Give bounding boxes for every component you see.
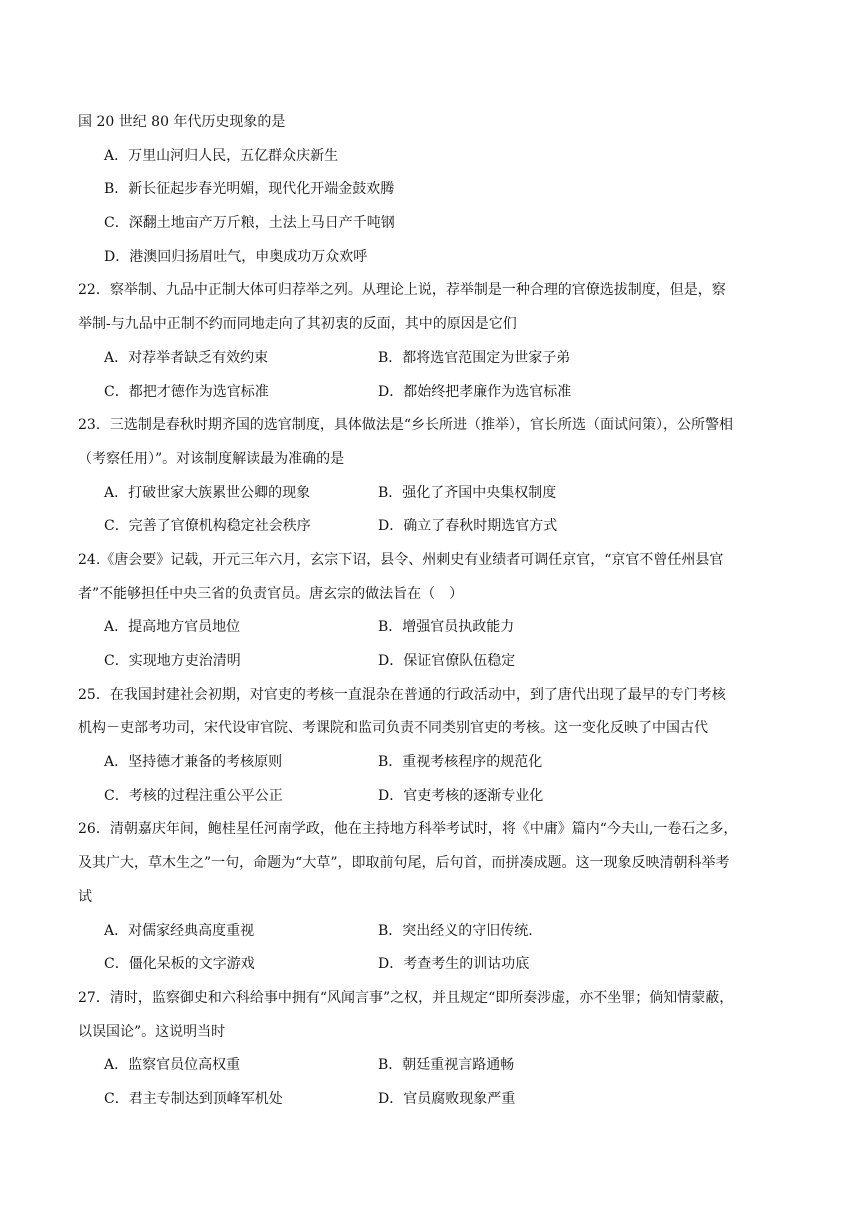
question-24 (78, 544, 790, 679)
question-stem: 26．清朝嘉庆年间，鲍桂星任河南学政，他在主持地方科举考试时，将《中庸》篇内“今夫山,一卷石之多， (78, 821, 738, 838)
option-c: C．都把才德作为选官标准 (104, 383, 269, 400)
question-stem: 23．三选制是春秋时期齐国的选官制度，具体做法是“乡长所进（推举），官长所选（面试问策），公所警相 (78, 417, 733, 434)
option-a: A．打破世家大族累世公卿的现象 (104, 484, 311, 501)
option-d: D．保证官僚队伍稳定 (378, 653, 516, 669)
option-c: C．实现地方吏治清明 (104, 653, 241, 669)
option-a: A．坚持德才兼备的考核原则 (104, 754, 283, 771)
question-21-tail (78, 106, 790, 274)
option-row (78, 342, 790, 376)
option-d: D．考查考生的训诂功底 (378, 956, 530, 973)
option-row (78, 915, 790, 949)
option-a: A．万里山河归人民，五亿群众庆新生 (104, 147, 339, 164)
option-d: D．都始终把孝廉作为选官标准 (378, 383, 572, 400)
option-b: B．朝廷重视言路通畅 (378, 1057, 515, 1074)
option-b: B．都将选官范围定为世家子弟 (378, 349, 571, 366)
question-stem: 及其广大，草木生之”一句，命题为“大草”，即取前句尾，后句首，而拼凑成题。这一现象反映清朝科举考 (78, 855, 730, 872)
option-d: D．港澳回归扬眉吐气，申奥成功万众欢呼 (104, 248, 368, 265)
question-stem: 国 20 世纪 80 年代历史现象的是 (78, 114, 286, 130)
option-row (78, 510, 790, 544)
question-stem: 试 (78, 888, 92, 905)
option-c: C．完善了官僚机构稳定社会秩序 (104, 518, 311, 535)
option-row (78, 948, 790, 982)
question-stem: 机构－吏部考功司，宋代设审官院、考课院和监司负责不同类别官吏的考核。这一变化反映了中国古代 (78, 720, 708, 737)
question-stem: 举制-与九品中正制不约而同地走向了其初衷的反面，其中的原因是它们 (78, 316, 517, 333)
option-row (78, 645, 790, 679)
question-stem: 27．清时，监察御史和六科给事中拥有“风闻言事”之权，并且规定“即所奏涉虚，亦不坐罪；倘知情蒙蔽， (78, 989, 734, 1006)
option-row (78, 477, 790, 511)
question-stem: （考察任用）”。对该制度解读最为准确的是 (78, 450, 345, 467)
option-c: C．僵化呆板的文字游戏 (104, 956, 255, 973)
option-a: A．对儒家经典高度重视 (104, 922, 255, 939)
option-a: A．对荐举者缺乏有效约束 (104, 349, 269, 366)
option-d: D．官吏考核的逐渐专业化 (378, 787, 544, 804)
option-row (78, 1083, 790, 1117)
option-b: B．新长征起步春光明媚，现代化开端金鼓欢腾 (104, 181, 395, 198)
option-row (78, 376, 790, 410)
question-stem: 25．在我国封建社会初期，对官吏的考核一直混杂在普通的行政活动中，到了唐代出现了最早的专门考核 (78, 686, 726, 703)
question-stem: 24.《唐会要》记载，开元三年六月，玄宗下诏，县令、州刺史有业绩者可调任京官，“京官不曾任州县官 (78, 551, 724, 568)
option-c: C．深翻土地亩产万斤粮，土法上马日产千吨钢 (104, 215, 395, 232)
option-row (78, 611, 790, 645)
question-23 (78, 409, 790, 544)
option-d: D．确立了春秋时期选官方式 (378, 518, 558, 535)
question-26 (78, 813, 790, 981)
question-stem: 以误国论”。这说明当时 (78, 1023, 226, 1040)
option-c: C．君主专制达到顶峰军机处 (104, 1090, 283, 1107)
question-stem: 者”不能够担任中央三省的负责官员。唐玄宗的做法旨在（ ） (78, 585, 464, 602)
exam-page (78, 106, 790, 1117)
question-27 (78, 982, 790, 1117)
option-b: B．突出经义的守旧传统. (378, 922, 533, 939)
option-row (78, 780, 790, 814)
option-d: D．官员腐败现象严重 (378, 1090, 516, 1107)
option-row (78, 1049, 790, 1083)
option-b: B．增强官员执政能力 (378, 619, 515, 636)
option-b: B．强化了齐国中央集权制度 (378, 484, 557, 501)
question-22 (78, 274, 790, 409)
option-b: B．重视考核程序的规范化 (378, 754, 543, 771)
question-stem: 22．察举制、九品中正制大体可归荐举之列。从理论上说，荐举制是一种合理的官僚选拔制度，但是，察 (78, 282, 726, 299)
option-c: C．考核的过程注重公平公正 (104, 787, 283, 804)
option-row (78, 746, 790, 780)
question-25 (78, 679, 790, 814)
option-a: A．监察官员位高权重 (104, 1057, 241, 1074)
option-a: A．提高地方官员地位 (104, 619, 241, 636)
